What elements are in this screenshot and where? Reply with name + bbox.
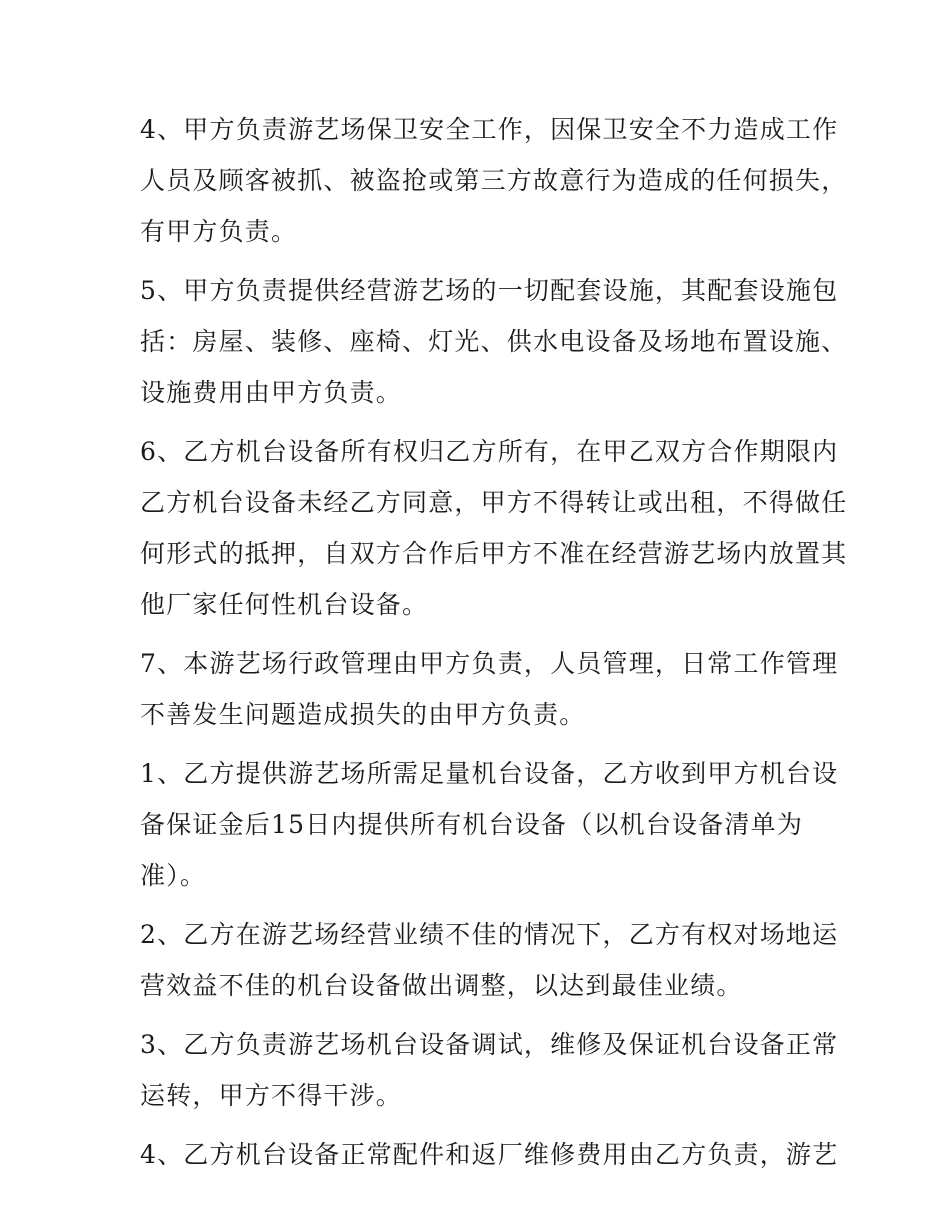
text-line: 营效益不佳的机台设备做出调整，以达到最佳业绩。 <box>140 971 743 1000</box>
text-line: 5、甲方负责提供经营游艺场的一切配套设施，其配套设施包 <box>140 276 839 305</box>
text-line: 设施费用由甲方负责。 <box>140 378 403 407</box>
text-line: 有甲方负责。 <box>140 217 298 246</box>
text-line: 4、乙方机台设备正常配件和返厂维修费用由乙方负责，游艺 <box>140 1140 839 1169</box>
text-line: 准）。 <box>140 861 207 890</box>
text-line: 3、乙方负责游艺场机台设备调试，维修及保证机台设备正常 <box>140 1030 839 1059</box>
clause-paragraph <box>140 1019 839 1121</box>
text-line: 他厂家任何性机台设备。 <box>140 590 429 619</box>
text-line: 运转，甲方不得干涉。 <box>140 1081 403 1110</box>
clause-paragraph <box>140 638 839 740</box>
text-line: 何形式的抵押，自双方合作后甲方不准在经营游艺场内放置其 <box>140 539 848 568</box>
clause-paragraph <box>140 104 848 257</box>
text-line: 6、乙方机台设备所有权归乙方所有，在甲乙双方合作期限内 <box>140 437 839 466</box>
clause-paragraph <box>140 426 848 630</box>
text-line: 2、乙方在游艺场经营业绩不佳的情况下，乙方有权对场地运 <box>140 920 839 949</box>
clause-paragraph <box>140 909 839 1011</box>
text-line: 备保证金后15日内提供所有机台设备（以机台设备清单为 <box>140 810 804 839</box>
clause-paragraph <box>140 1129 839 1180</box>
text-line: 括：房屋、装修、座椅、灯光、供水电设备及场地布置设施、 <box>140 327 848 356</box>
document-body <box>140 104 848 1188</box>
text-line: 7、本游艺场行政管理由甲方负责，人员管理，日常工作管理 <box>140 649 839 678</box>
text-line: 1、乙方提供游艺场所需足量机台设备，乙方收到甲方机台设 <box>140 759 839 788</box>
text-line: 4、甲方负责游艺场保卫安全工作，因保卫安全不力造成工作 <box>140 115 839 144</box>
text-line: 乙方机台设备未经乙方同意，甲方不得转让或出租，不得做任 <box>140 488 848 517</box>
text-line: 人员及顾客被抓、被盗抢或第三方故意行为造成的任何损失， <box>140 166 848 195</box>
text-line: 不善发生问题造成损失的由甲方负责。 <box>140 700 586 729</box>
clause-paragraph <box>140 748 839 901</box>
clause-paragraph <box>140 265 848 418</box>
